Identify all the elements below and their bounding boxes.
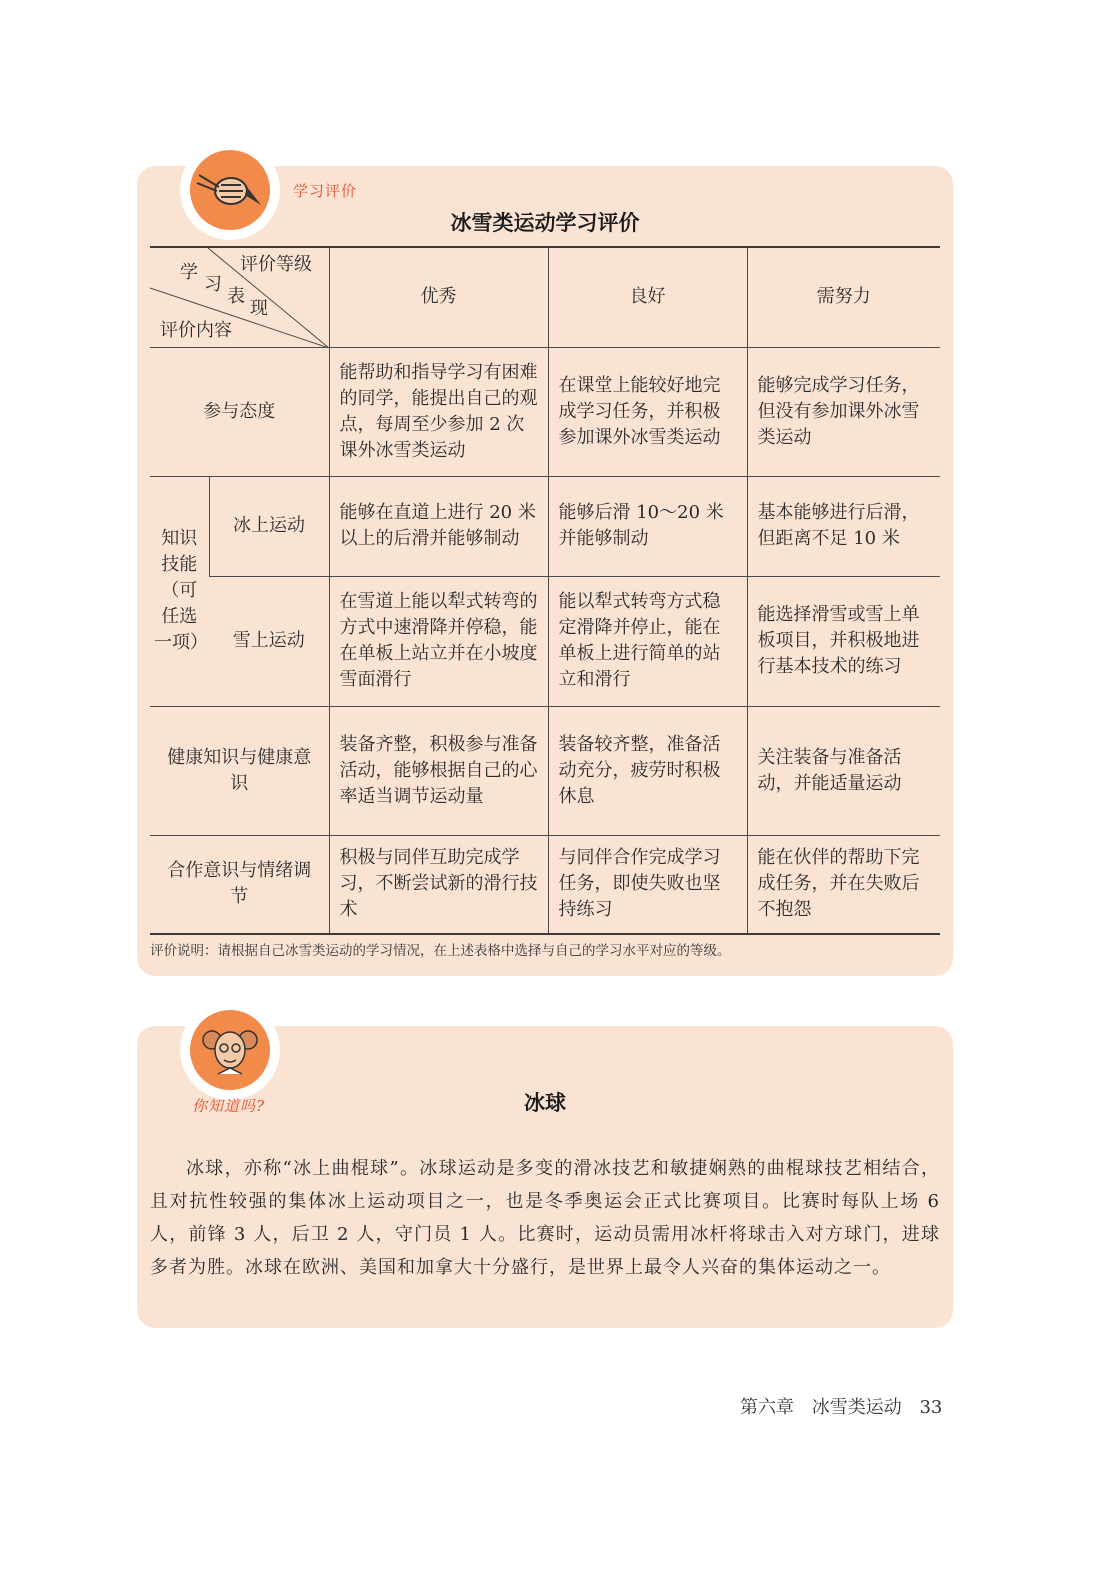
cell-needs-effort: 能在伙伴的帮助下完成任务，并在失败后不抱怨 [747, 835, 940, 934]
header-level-label: 评价等级 [240, 254, 312, 275]
cell-excellent: 积极与同伴互助完成学习，不断尝试新的滑行技术 [329, 835, 548, 934]
cell-good: 在课堂上能较好地完成学习任务，并积极参加课外冰雪类运动 [548, 347, 747, 476]
professor-icon [198, 1018, 262, 1082]
page-number: 33 [919, 1397, 943, 1418]
cell-good: 能够后滑 10～20 米并能够制动 [548, 476, 747, 576]
group-label: 知识技能（可任选一项） [150, 476, 209, 706]
table-row [150, 835, 940, 934]
cell-needs-effort: 能选择滑雪或雪上单板项目，并积极地进行基本技术的练习 [747, 576, 940, 706]
level-good: 良好 [548, 247, 747, 347]
level-needs-effort: 需努力 [747, 247, 940, 347]
article-body [150, 1152, 940, 1284]
table-row [150, 706, 940, 835]
cell-excellent: 在雪道上能以犁式转弯的方式中速滑降并停稳，能在单板上站立并在小坡度雪面滑行 [329, 576, 548, 706]
section-tag: 学习评价 [293, 182, 358, 200]
cell-needs-effort: 能够完成学习任务，但没有参加课外冰雪类运动 [747, 347, 940, 476]
table-row [150, 347, 940, 476]
cell-needs-effort: 基本能够进行后滑，但距离不足 10 米 [747, 476, 940, 576]
cell-good: 装备较齐整，准备活动充分，疲劳时积极休息 [548, 706, 747, 835]
article-paragraph: 冰球，亦称“冰上曲棍球”。冰球运动是多变的滑冰技艺和敏捷娴熟的曲棍球技艺相结合，且对抗性较强的集体冰上运动项目之一，也是冬季奥运会正式比赛项目。比赛时每队上场 6 人，前锋 3 人，后卫 2 人，守门员 1 人。比赛时，运动员需用冰杆将球击入对方球门，进球多者为胜。冰球在欧洲、美国和加拿大十分盛行，是世界上最令人兴奋的集体运动之一。 [150, 1158, 940, 1278]
did-you-know-badge [180, 1000, 280, 1100]
row-label: 冰上运动 [209, 476, 329, 576]
header-diag-char: 习 [204, 274, 222, 295]
table-row [150, 476, 940, 576]
diagonal-header-cell [150, 247, 329, 347]
chapter-title: 冰雪类运动 [811, 1397, 902, 1418]
cell-needs-effort: 关注装备与准备活动，并能适量运动 [747, 706, 940, 835]
chapter-number: 第六章 [740, 1397, 794, 1418]
row-label: 参与态度 [150, 347, 329, 476]
row-label: 雪上运动 [209, 576, 329, 706]
cell-excellent: 能够在直道上进行 20 米以上的后滑并能够制动 [329, 476, 548, 576]
evaluation-table [150, 246, 940, 935]
header-diag-char: 表 [227, 286, 245, 307]
cell-excellent: 能帮助和指导学习有困难的同学，能提出自己的观点，每周至少参加 2 次课外冰雪类运动 [329, 347, 548, 476]
cell-good: 能以犁式转弯方式稳定滑降并停止，能在单板上进行简单的站立和滑行 [548, 576, 747, 706]
header-diag-char: 现 [250, 298, 268, 319]
table-header-row [150, 247, 940, 347]
row-label: 健康知识与健康意识 [150, 706, 329, 835]
table-title: 冰雪类运动学习评价 [450, 211, 640, 235]
section-tag: 你知道吗? [192, 1097, 266, 1115]
page-footer [740, 1393, 942, 1419]
cell-good: 与同伴合作完成学习任务，即使失败也坚持练习 [548, 835, 747, 934]
table-row [150, 576, 940, 706]
header-content-label: 评价内容 [160, 320, 232, 341]
header-diag-char: 学 [180, 262, 198, 283]
cell-excellent: 装备齐整，积极参与准备活动，能够根据自己的心率适当调节运动量 [329, 706, 548, 835]
article-title: 冰球 [524, 1091, 566, 1115]
evaluation-note: 评价说明：请根据自己冰雪类运动的学习情况，在上述表格中选择与自己的学习水平对应的等级。 [150, 943, 731, 959]
level-excellent: 优秀 [329, 247, 548, 347]
row-label: 合作意识与情绪调节 [150, 835, 329, 934]
